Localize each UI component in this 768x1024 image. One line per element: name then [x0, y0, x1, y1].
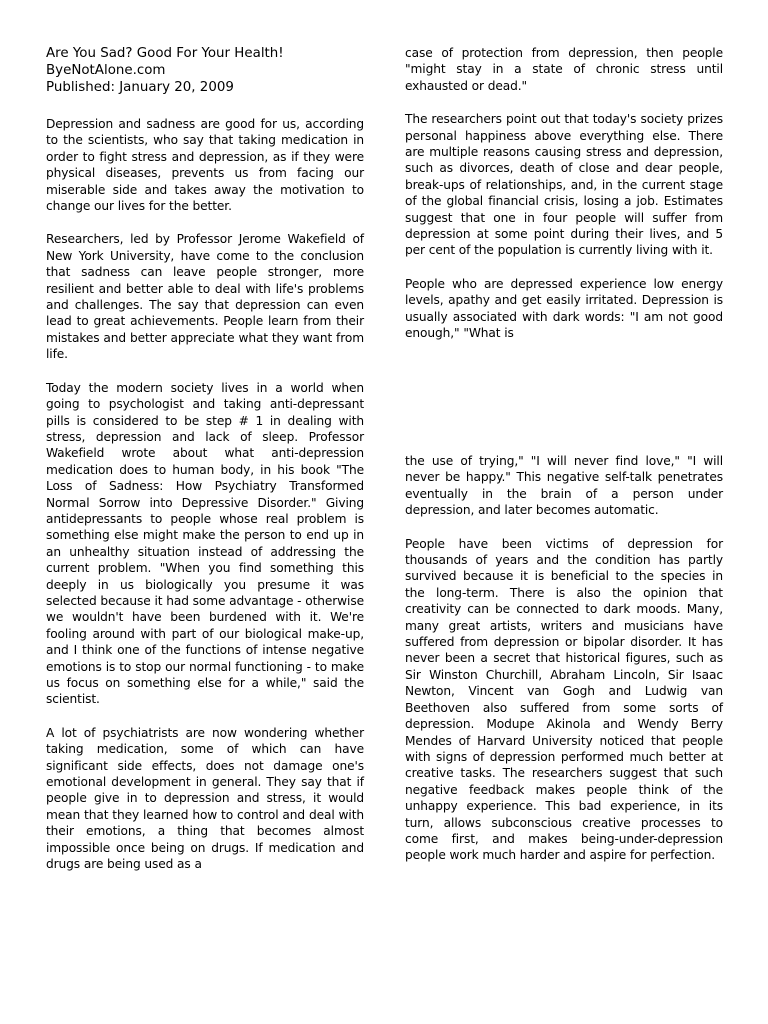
article-header: [46, 45, 364, 96]
paragraph: People who are depressed experience low energy levels, apathy and get easily irritated. Depression is usually associated with dark words: "I am not good enough," "What is: [405, 276, 723, 341]
paragraph: People have been victims of depression for thousands of years and the condition has partly survived because it is beneficial to the species in the long-term. There is also the opinion that creativity can be connected to dark moods. Many, many great artists, writers and musicians have suffered from depression or bipolar disorder. It has never been a secret that historical figures, such as Sir Winston Churchill, Abraham Lincoln, Sir Isaac Newton, Vincent van Gogh and Ludwig van Beethoven also suffered from some sorts of depression. Modupe Akinola and Wendy Berry Mendes of Harvard University noticed that people with signs of depression performed much better at creative tasks. The researchers suggest that such negative feedback makes people think of the unhappy experience. This bad experience, in its turn, allows subconscious creative processes to come first, and makes being-under-depression people work much harder and aspire for perfection.: [405, 536, 723, 863]
article-date: Published: January 20, 2009: [46, 80, 234, 95]
paragraph: the use of trying," "I will never find love," "I will never be happy." This negative self-talk penetrates eventually in the brain of a person under depression, and later becomes automatic.: [405, 454, 723, 518]
paragraph: Today the modern society lives in a world when going to psychologist and taking anti-depressant pills is considered to be step # 1 in dealing with stress, depression and lack of sleep. Professor Wakefield wrote about what anti-depression medication does to human body, in his book "The Loss of Sadness: How Psychiatry Transformed Normal Sorrow into Depressive Disorder." Giving antidepressants to people whose real problem is something else might make the person to end up in an unhealthy situation instead of addressing the current problem. "When you find something this deeply in us biologically you presume it was selected because it had some advantage - otherwise we wouldn't have been burdened with it. We're fooling around with part of our biological make-up, and I think one of the functions of intense negative emotions is to stop our normal functioning - to make us focus on something else for a while," said the scientist.: [46, 380, 364, 707]
article-source: ByeNotAlone.com: [46, 63, 166, 78]
paragraph: Depression and sadness are good for us, according to the scientists, who say that taking medication in order to fight stress and depression, as if they were physical diseases, prevents us from facing our miserable side and takes away the motivation to change our lives for the better.: [46, 117, 364, 214]
paragraph: Researchers, led by Professor Jerome Wakefield of New York University, have come to the conclusion that sadness can leave people stronger, more resilient and better able to deal with life's problems and challenges. The say that depression can even lead to great achievements. People learn from their mistakes and better appreciate what they want from life.: [46, 232, 364, 362]
left-column: [46, 45, 364, 889]
paragraph: The researchers point out that today's society prizes personal happiness above everything else. There are multiple reasons causing stress and depression, such as divorces, death of close and dear people, break-ups of relationships, and, in the current stage of the global financial crisis, losing a job. Estimates suggest that one in four people will suffer from depression at some point during their lives, and 5 per cent of the population is currently living with it.: [405, 112, 723, 258]
article-title: Are You Sad? Good For Your Health!: [46, 46, 284, 61]
paragraph: case of protection from depression, then people "might stay in a state of chronic stress until exhausted or dead.": [405, 46, 723, 93]
right-column-bottom: [405, 453, 723, 881]
paragraph: A lot of psychiatrists are now wondering whether taking medication, some of which can have significant side effects, does not damage one's emotional development in general. They say that if people give in to depression and stress, it would mean that they learned how to control and deal with their emotions, a thing that becomes almost impossible once being on drugs. If medication and drugs are being used as a: [46, 725, 364, 872]
right-column-top: [405, 45, 723, 359]
